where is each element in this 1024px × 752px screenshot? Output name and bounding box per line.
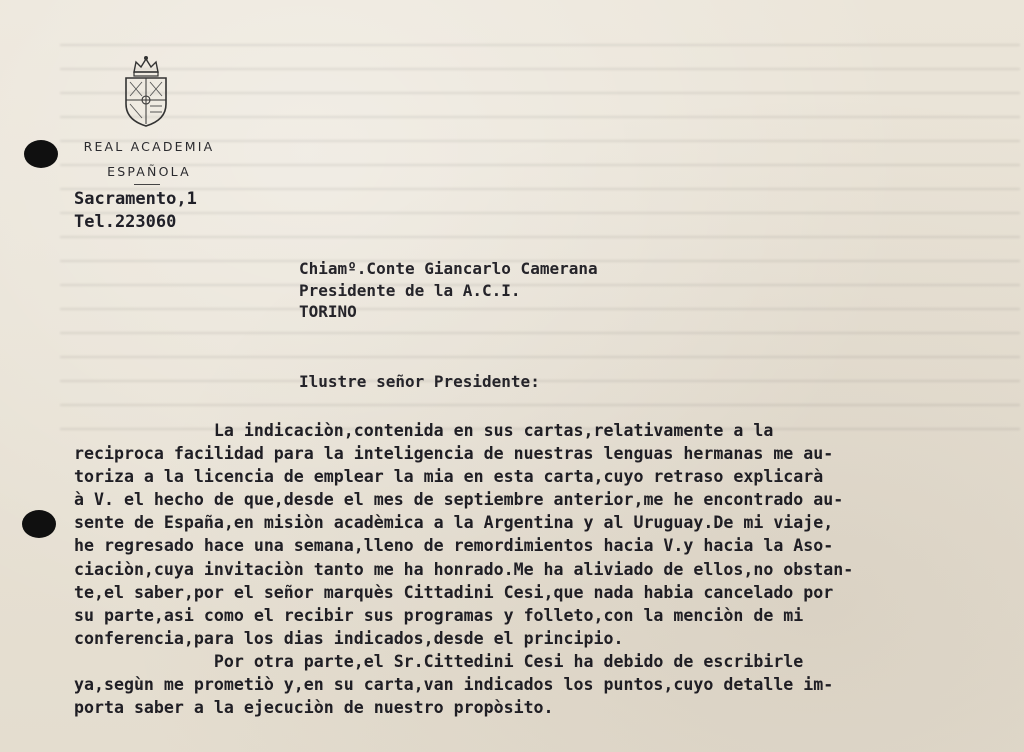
- sender-address: [74, 188, 197, 234]
- recipient-title: Presidente de la A.C.I.: [299, 280, 521, 300]
- street-address: Sacramento,1: [74, 189, 197, 209]
- recipient-block: [299, 258, 598, 323]
- body-line: he regresado hace una semana,lleno de remordimientos hacia V.y hacia la Aso-: [74, 536, 834, 556]
- body-line: conferencia,para los dias indicados,desde el principio.: [74, 628, 624, 648]
- body-line: su parte,asi como el recibir sus programas y folleto,con la menciòn de mi: [74, 605, 804, 625]
- letter-body: [74, 419, 994, 719]
- body-line: Por otra parte,el Sr.Cittedini Cesi ha debido de escribirle: [74, 651, 804, 671]
- body-line: toriza a la licencia de emplear la mia en esta carta,cuyo retraso explicarà: [74, 467, 824, 487]
- body-line: La indicaciòn,contenida en sus cartas,relativamente a la: [74, 421, 774, 440]
- institution-name: REAL ACADEMIA: [83, 139, 215, 154]
- institution-name-second-line: ESPAÑOLA: [107, 164, 191, 179]
- punch-hole: [22, 510, 56, 538]
- letterhead: [74, 134, 224, 184]
- letterhead-divider: [134, 184, 160, 185]
- body-line: te,el saber,por el señor marquès Cittadini Cesi,que nada habia cancelado por: [74, 582, 834, 602]
- salutation: Ilustre señor Presidente:: [299, 372, 540, 391]
- body-line: à V. el hecho de que,desde el mes de septiembre anterior,me he encontrado au-: [74, 490, 844, 510]
- recipient-name: Chiamº.Conte Giancarlo Camerana: [299, 259, 598, 278]
- body-line: sente de España,en misiòn acadèmica a la Argentina y al Uruguay.De mi viaje,: [74, 513, 834, 533]
- punch-hole: [24, 140, 58, 168]
- body-line: ya,segùn me prometiò y,en su carta,van indicados los puntos,cuyo detalle im-: [74, 675, 834, 695]
- royal-crest-icon: [120, 54, 172, 128]
- telephone-number: Tel.223060: [74, 212, 177, 232]
- reverse-side-bleed-through: [60, 30, 1020, 450]
- body-line: ciaciòn,cuya invitaciòn tanto me ha honrado.Me ha aliviado de ellos,no obstan-: [74, 559, 854, 579]
- body-line: porta saber a la ejecuciòn de nuestro propòsito.: [74, 698, 554, 718]
- body-line: reciproca facilidad para la inteligencia de nuestras lenguas hermanas me au-: [74, 444, 834, 464]
- recipient-city: TORINO: [299, 302, 357, 321]
